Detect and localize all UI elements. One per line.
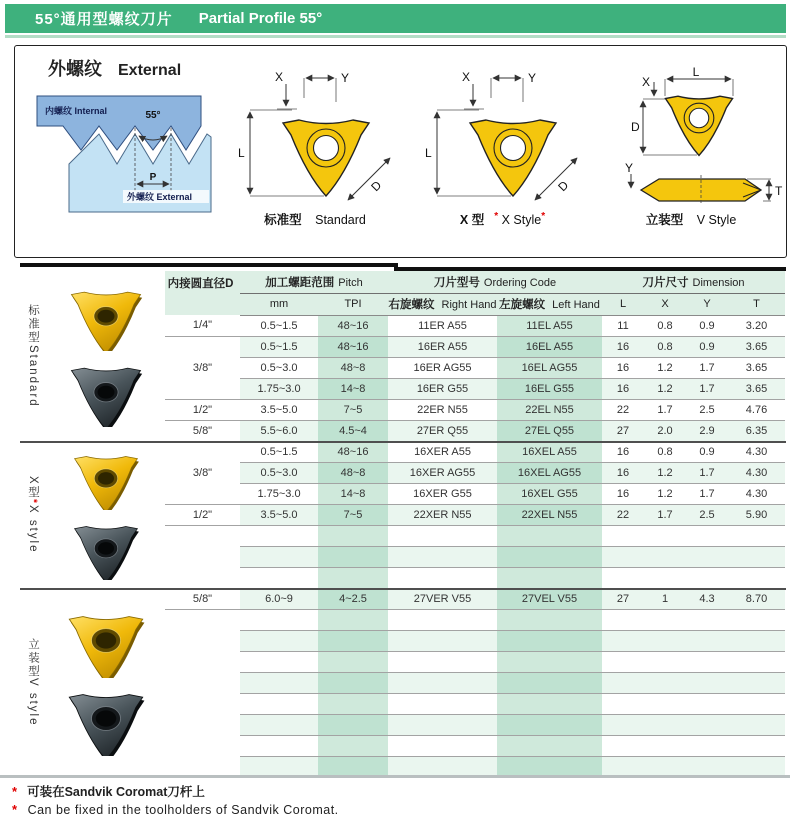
cell-col-5 xyxy=(644,546,686,567)
cell-col-7 xyxy=(728,567,785,588)
cell-col-0: 3.5~5.0 xyxy=(240,399,318,420)
cell-col-0 xyxy=(240,714,318,735)
cell-diameter: 3/8" xyxy=(165,441,240,504)
cell-col-5: 1 xyxy=(644,588,686,609)
cell-col-2 xyxy=(388,567,497,588)
angle-label: 55° xyxy=(145,110,161,121)
cell-col-7 xyxy=(728,651,785,672)
external-thread-label: 外螺纹 External xyxy=(127,192,193,202)
table-row xyxy=(165,420,785,441)
cell-col-7: 4.30 xyxy=(728,462,785,483)
cell-col-3: 27VEL V55 xyxy=(497,588,602,609)
cell-diameter: 1/2" xyxy=(165,399,240,420)
table-row xyxy=(165,588,785,609)
diagram-caption-v-style: 立装型 V Style xyxy=(645,213,737,227)
page-title-zh: 55°通用型螺纹刀片 xyxy=(35,11,173,28)
dim-Y: Y xyxy=(528,71,537,85)
cell-col-2 xyxy=(388,630,497,651)
cell-col-6 xyxy=(686,567,728,588)
cell-col-0 xyxy=(240,609,318,630)
cell-col-7 xyxy=(728,546,785,567)
cell-col-2: 16XER AG55 xyxy=(388,462,497,483)
cell-col-0: 0.5~1.5 xyxy=(240,441,318,462)
cell-col-3 xyxy=(497,735,602,756)
cell-col-2 xyxy=(388,672,497,693)
cell-col-3: 16XEL A55 xyxy=(497,441,602,462)
dim-D: D xyxy=(631,120,640,134)
cell-col-3: 27EL Q55 xyxy=(497,420,602,441)
cell-col-1: 14~8 xyxy=(318,378,388,399)
cell-col-0 xyxy=(240,546,318,567)
cell-col-0 xyxy=(240,735,318,756)
x-style-insert-photo-black xyxy=(66,520,146,580)
cell-col-1 xyxy=(318,672,388,693)
table-row xyxy=(165,609,785,630)
sidebar-section-v-style xyxy=(20,588,165,777)
cell-diameter: 1/4" xyxy=(165,315,240,336)
cell-col-6: 1.7 xyxy=(686,357,728,378)
cell-col-3 xyxy=(497,567,602,588)
cell-col-1: 7~5 xyxy=(318,399,388,420)
bottom-divider xyxy=(0,775,790,778)
col-subheader-5: X xyxy=(644,293,686,315)
cell-col-4: 27 xyxy=(602,420,644,441)
cell-col-6: 0.9 xyxy=(686,336,728,357)
dim-L: L xyxy=(425,146,432,160)
cell-col-2: 16ER AG55 xyxy=(388,357,497,378)
standard-insert-photo-black xyxy=(63,361,149,427)
cell-col-4: 16 xyxy=(602,462,644,483)
cell-col-1 xyxy=(318,693,388,714)
table-row xyxy=(165,504,785,525)
asterisk-mark: * xyxy=(12,802,18,817)
cell-col-7: 4.76 xyxy=(728,399,785,420)
cell-col-2: 11ER A55 xyxy=(388,315,497,336)
cell-col-3: 16EL G55 xyxy=(497,378,602,399)
cell-col-4: 27 xyxy=(602,588,644,609)
col-subheader-3: 左旋螺纹 Left Hand xyxy=(497,293,602,315)
spec-table xyxy=(165,271,785,778)
cell-col-4: 16 xyxy=(602,441,644,462)
col-subheader-7: T xyxy=(728,293,785,315)
footnote-en: * Can be fixed in the toolholders of Sandvik Coromat. xyxy=(12,802,339,817)
table-top-rule-right xyxy=(394,267,786,271)
dim-D: D xyxy=(368,178,385,195)
cell-col-1: 48~16 xyxy=(318,441,388,462)
cell-col-0 xyxy=(240,567,318,588)
table-row xyxy=(165,672,785,693)
cell-diameter: 1/2" xyxy=(165,504,240,525)
cell-col-1: 4~2.5 xyxy=(318,588,388,609)
cell-col-7 xyxy=(728,693,785,714)
cell-col-2 xyxy=(388,693,497,714)
table-row xyxy=(165,735,785,756)
cell-col-7 xyxy=(728,672,785,693)
cell-col-0: 0.5~3.0 xyxy=(240,357,318,378)
section-divider-standard-x xyxy=(20,441,786,443)
col-header-diameter: 内接圆直径D xyxy=(165,271,240,315)
cell-col-7: 3.65 xyxy=(728,357,785,378)
cell-col-5: 0.8 xyxy=(644,336,686,357)
table-row xyxy=(165,567,785,588)
cell-col-3 xyxy=(497,546,602,567)
cell-col-1: 14~8 xyxy=(318,483,388,504)
cell-col-6 xyxy=(686,609,728,630)
cell-col-3 xyxy=(497,714,602,735)
cell-col-6: 0.9 xyxy=(686,315,728,336)
cell-col-4: 16 xyxy=(602,483,644,504)
dim-L: L xyxy=(238,146,245,160)
cell-col-6 xyxy=(686,756,728,777)
x-style-insert-photo-gold xyxy=(66,450,146,510)
dim-D: D xyxy=(555,178,572,195)
cell-col-5: 1.7 xyxy=(644,504,686,525)
cell-col-2 xyxy=(388,546,497,567)
dim-X: X xyxy=(275,70,284,84)
thread-profile-diagram xyxy=(31,90,221,220)
cell-col-6: 2.5 xyxy=(686,504,728,525)
cell-col-1 xyxy=(318,609,388,630)
diagram-caption-standard: 标准型 Standard xyxy=(264,213,366,227)
table-row xyxy=(165,525,785,546)
cell-col-4: 16 xyxy=(602,357,644,378)
cell-col-1: 48~16 xyxy=(318,315,388,336)
cell-col-7 xyxy=(728,714,785,735)
cell-col-5: 1.2 xyxy=(644,357,686,378)
table-row xyxy=(165,630,785,651)
cell-col-2: 16ER G55 xyxy=(388,378,497,399)
panel-title-zh: 外螺纹 xyxy=(48,59,102,79)
cell-col-3: 11EL A55 xyxy=(497,315,602,336)
cell-diameter: 3/8" xyxy=(165,336,240,399)
cell-col-3: 16EL AG55 xyxy=(497,357,602,378)
cell-col-5 xyxy=(644,630,686,651)
cell-col-7: 4.30 xyxy=(728,441,785,462)
cell-col-4: 16 xyxy=(602,336,644,357)
cell-col-6: 2.5 xyxy=(686,399,728,420)
cell-col-5: 1.2 xyxy=(644,462,686,483)
spec-table-region xyxy=(20,263,786,777)
cell-col-2: 22XER N55 xyxy=(388,504,497,525)
cell-col-7: 8.70 xyxy=(728,588,785,609)
standard-insert-diagram xyxy=(230,66,400,216)
table-row xyxy=(165,693,785,714)
cell-col-5 xyxy=(644,609,686,630)
cell-col-2 xyxy=(388,714,497,735)
cell-col-2 xyxy=(388,525,497,546)
sidebar-label-standard: 标准型 Standard xyxy=(27,304,39,408)
cell-col-0 xyxy=(240,651,318,672)
cell-col-1 xyxy=(318,714,388,735)
table-row xyxy=(165,441,785,462)
panel-title-en: External xyxy=(118,62,182,79)
cell-col-4 xyxy=(602,651,644,672)
cell-col-5 xyxy=(644,714,686,735)
cell-col-0 xyxy=(240,693,318,714)
cell-col-4 xyxy=(602,630,644,651)
page-header xyxy=(5,4,786,33)
cell-col-2 xyxy=(388,609,497,630)
cell-col-5 xyxy=(644,672,686,693)
v-style-insert-photo-gold xyxy=(62,610,150,678)
table-header-sub-row xyxy=(165,293,785,315)
table-row xyxy=(165,336,785,357)
cell-col-3 xyxy=(497,651,602,672)
col-subheader-6: Y xyxy=(686,293,728,315)
cell-col-0 xyxy=(240,756,318,777)
cell-col-1: 48~8 xyxy=(318,357,388,378)
cell-col-4 xyxy=(602,735,644,756)
cell-col-2 xyxy=(388,756,497,777)
asterisk-mark: * xyxy=(12,784,18,799)
cell-col-7: 6.35 xyxy=(728,420,785,441)
cell-diameter xyxy=(165,609,240,777)
cell-col-0: 1.75~3.0 xyxy=(240,378,318,399)
cell-col-1 xyxy=(318,735,388,756)
section-divider-x-v xyxy=(20,588,786,590)
internal-thread-label: 内螺纹 Internal xyxy=(45,106,108,116)
cell-col-1: 48~16 xyxy=(318,336,388,357)
cell-col-1 xyxy=(318,630,388,651)
col-header-group-1: 刀片型号 Ordering Code xyxy=(388,271,602,293)
cell-col-4: 22 xyxy=(602,504,644,525)
cell-col-5 xyxy=(644,735,686,756)
cell-col-4 xyxy=(602,567,644,588)
cell-col-2: 16XER A55 xyxy=(388,441,497,462)
table-row xyxy=(165,546,785,567)
dim-L: L xyxy=(692,66,700,79)
cell-col-2 xyxy=(388,735,497,756)
cell-col-1: 4.5~4 xyxy=(318,420,388,441)
cell-col-3: 16XEL G55 xyxy=(497,483,602,504)
cell-col-0: 6.0~9 xyxy=(240,588,318,609)
cell-col-1 xyxy=(318,756,388,777)
cell-col-5: 2.0 xyxy=(644,420,686,441)
cell-col-7: 5.90 xyxy=(728,504,785,525)
cell-col-0: 3.5~5.0 xyxy=(240,504,318,525)
table-row xyxy=(165,756,785,777)
cell-col-6 xyxy=(686,630,728,651)
cell-col-0: 0.5~3.0 xyxy=(240,462,318,483)
dim-Y: Y xyxy=(625,161,634,175)
cell-col-5: 0.8 xyxy=(644,441,686,462)
header-underline xyxy=(5,35,786,38)
cell-col-0 xyxy=(240,672,318,693)
cell-col-3 xyxy=(497,672,602,693)
cell-col-6: 2.9 xyxy=(686,420,728,441)
cell-col-7: 3.20 xyxy=(728,315,785,336)
cell-col-6: 1.7 xyxy=(686,462,728,483)
cell-col-6 xyxy=(686,672,728,693)
cell-col-7 xyxy=(728,609,785,630)
table-header-group-row xyxy=(165,271,785,293)
cell-col-1 xyxy=(318,546,388,567)
cell-col-2: 16XER G55 xyxy=(388,483,497,504)
cell-col-3: 22EL N55 xyxy=(497,399,602,420)
cell-col-3 xyxy=(497,693,602,714)
cell-col-3: 22XEL N55 xyxy=(497,504,602,525)
cell-col-0: 0.5~1.5 xyxy=(240,315,318,336)
v-style-insert-photo-black xyxy=(62,688,150,756)
cell-col-7: 4.30 xyxy=(728,483,785,504)
cell-col-6: 1.7 xyxy=(686,483,728,504)
col-subheader-4: L xyxy=(602,293,644,315)
cell-col-6 xyxy=(686,693,728,714)
cell-col-6 xyxy=(686,525,728,546)
diagram-caption-x-style: X 型 * X Style* xyxy=(459,210,546,227)
cell-col-6 xyxy=(686,651,728,672)
cell-col-7: 3.65 xyxy=(728,378,785,399)
col-header-group-0: 加工螺距范围 Pitch xyxy=(240,271,388,293)
cell-col-3 xyxy=(497,630,602,651)
cell-col-0: 5.5~6.0 xyxy=(240,420,318,441)
cell-diameter xyxy=(165,525,240,588)
pitch-label: P xyxy=(149,172,157,183)
cell-col-4: 16 xyxy=(602,378,644,399)
cell-col-2: 27ER Q55 xyxy=(388,420,497,441)
cell-col-1 xyxy=(318,567,388,588)
cell-col-1: 48~8 xyxy=(318,462,388,483)
cell-col-4 xyxy=(602,525,644,546)
col-subheader-0: mm xyxy=(240,293,318,315)
dim-T: T xyxy=(775,184,783,198)
cell-col-6 xyxy=(686,714,728,735)
table-row xyxy=(165,315,785,336)
table-row xyxy=(165,651,785,672)
cell-col-5: 1.2 xyxy=(644,483,686,504)
cell-col-7 xyxy=(728,525,785,546)
footnote-zh: * 可装在Sandvik Coromat刀杆上 xyxy=(12,784,205,799)
cell-col-0: 0.5~1.5 xyxy=(240,336,318,357)
cell-col-4 xyxy=(602,693,644,714)
table-row xyxy=(165,357,785,378)
col-subheader-1: TPI xyxy=(318,293,388,315)
table-row xyxy=(165,462,785,483)
col-header-group-2: 刀片尺寸 Dimension xyxy=(602,271,785,293)
cell-col-4 xyxy=(602,609,644,630)
dim-Y: Y xyxy=(341,71,350,85)
cell-col-2: 22ER N55 xyxy=(388,399,497,420)
page-title-en: Partial Profile 55° xyxy=(198,10,323,27)
cell-col-7 xyxy=(728,756,785,777)
x-style-insert-diagram xyxy=(417,66,587,216)
sidebar-label-v-style: 立装型 V style xyxy=(27,637,39,727)
cell-col-5 xyxy=(644,693,686,714)
cell-col-1: 7~5 xyxy=(318,504,388,525)
cell-col-2: 16ER A55 xyxy=(388,336,497,357)
dim-X: X xyxy=(642,75,651,89)
cell-col-0 xyxy=(240,525,318,546)
cell-col-4: 11 xyxy=(602,315,644,336)
v-style-insert-diagram xyxy=(597,66,787,216)
cell-col-4: 22 xyxy=(602,399,644,420)
cell-col-4 xyxy=(602,672,644,693)
cell-col-7 xyxy=(728,735,785,756)
table-row xyxy=(165,714,785,735)
table-top-rule-left xyxy=(20,263,398,267)
cell-col-3: 16EL A55 xyxy=(497,336,602,357)
cell-col-6 xyxy=(686,735,728,756)
insert-type-sidebar xyxy=(20,271,165,777)
cell-col-4 xyxy=(602,756,644,777)
cell-col-4 xyxy=(602,714,644,735)
col-subheader-2: 右旋螺纹 Right Hand xyxy=(388,293,497,315)
cell-col-3 xyxy=(497,756,602,777)
standard-insert-photo-gold xyxy=(63,285,149,351)
cell-col-0: 1.75~3.0 xyxy=(240,483,318,504)
cell-col-5: 1.2 xyxy=(644,378,686,399)
cell-col-6: 0.9 xyxy=(686,441,728,462)
cell-col-7 xyxy=(728,630,785,651)
cell-col-3: 16XEL AG55 xyxy=(497,462,602,483)
cell-col-0 xyxy=(240,630,318,651)
cell-col-5 xyxy=(644,567,686,588)
cell-col-6: 4.3 xyxy=(686,588,728,609)
cell-col-4 xyxy=(602,546,644,567)
cell-col-2: 27VER V55 xyxy=(388,588,497,609)
cell-diameter: 5/8" xyxy=(165,588,240,609)
dim-X: X xyxy=(462,70,471,84)
external-thread-panel xyxy=(14,45,787,258)
table-row xyxy=(165,378,785,399)
cell-col-6 xyxy=(686,546,728,567)
sidebar-section-standard xyxy=(20,271,165,441)
cell-col-3 xyxy=(497,609,602,630)
sidebar-label-x-style: X型 * X style xyxy=(27,475,39,554)
cell-diameter: 5/8" xyxy=(165,420,240,441)
cell-col-1 xyxy=(318,651,388,672)
cell-col-6: 1.7 xyxy=(686,378,728,399)
cell-col-5 xyxy=(644,525,686,546)
table-row xyxy=(165,483,785,504)
cell-col-5: 0.8 xyxy=(644,315,686,336)
sidebar-section-x-style xyxy=(20,441,165,588)
panel-title xyxy=(48,55,181,81)
cell-col-5 xyxy=(644,756,686,777)
cell-col-5: 1.7 xyxy=(644,399,686,420)
cell-col-7: 3.65 xyxy=(728,336,785,357)
cell-col-3 xyxy=(497,525,602,546)
table-row xyxy=(165,399,785,420)
cell-col-2 xyxy=(388,651,497,672)
cell-col-5 xyxy=(644,651,686,672)
cell-col-1 xyxy=(318,525,388,546)
